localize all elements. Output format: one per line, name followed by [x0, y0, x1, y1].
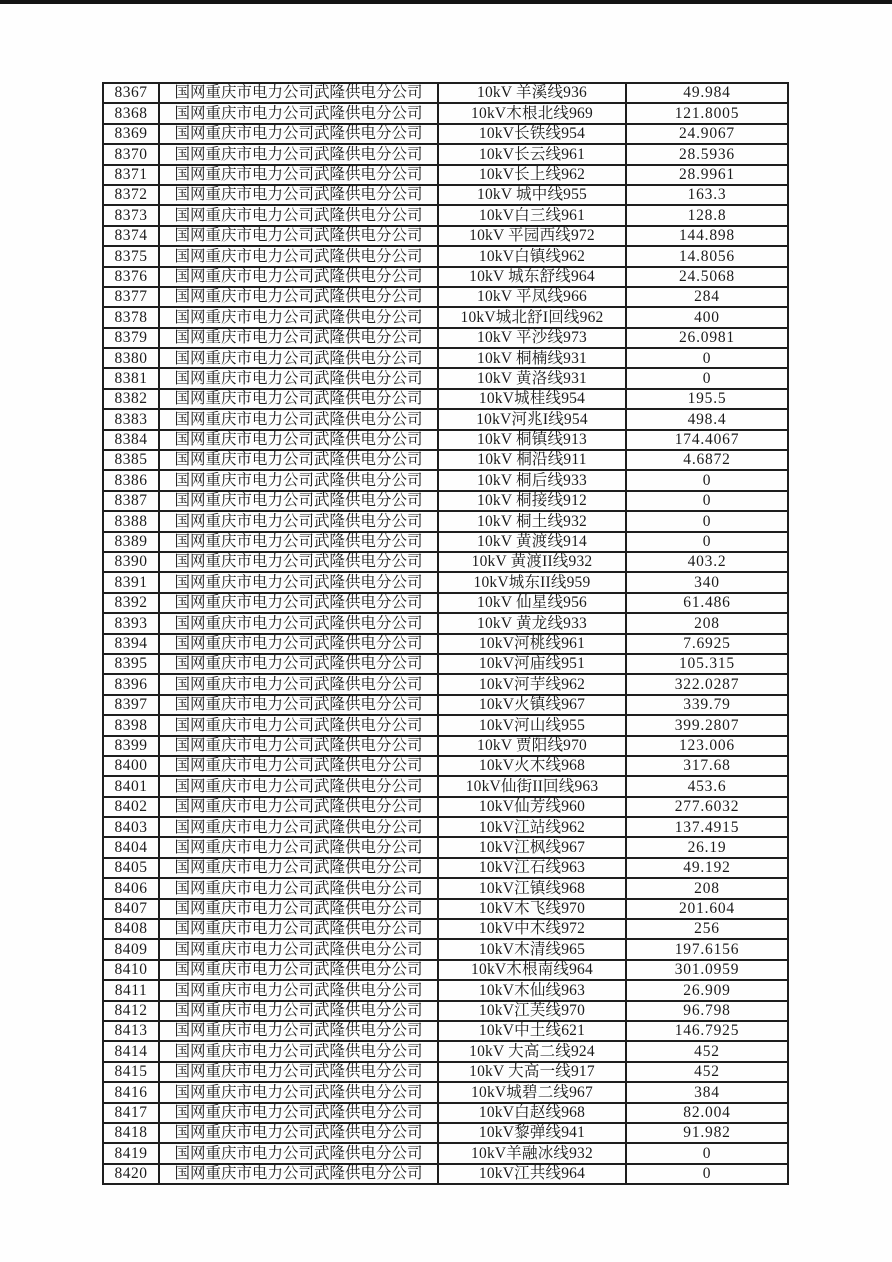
- line-name-cell: 10kV河芋线962: [438, 674, 626, 694]
- company-cell: 国网重庆市电力公司武隆供电分公司: [159, 899, 438, 919]
- line-name-cell: 10kV白赵线968: [438, 1103, 626, 1123]
- line-name-cell: 10kV 平园西线972: [438, 226, 626, 246]
- row-id-cell: 8413: [103, 1021, 159, 1041]
- company-cell: 国网重庆市电力公司武隆供电分公司: [159, 1103, 438, 1123]
- row-id-cell: 8372: [103, 185, 159, 205]
- row-id-cell: 8408: [103, 919, 159, 939]
- table-row: [103, 552, 788, 572]
- value-cell: 195.5: [626, 389, 788, 409]
- table-row: [103, 307, 788, 327]
- row-id-cell: 8415: [103, 1062, 159, 1082]
- table-row: [103, 858, 788, 878]
- value-cell: 24.5068: [626, 267, 788, 287]
- value-cell: 128.8: [626, 205, 788, 225]
- line-name-cell: 10kV中木线972: [438, 919, 626, 939]
- value-cell: 28.9961: [626, 165, 788, 185]
- table-row: [103, 246, 788, 266]
- line-name-cell: 10kV江共线964: [438, 1164, 626, 1184]
- value-cell: 123.006: [626, 736, 788, 756]
- line-name-cell: 10kV 城东舒线964: [438, 267, 626, 287]
- row-id-cell: 8371: [103, 165, 159, 185]
- row-id-cell: 8383: [103, 409, 159, 429]
- line-name-cell: 10kV河山线955: [438, 715, 626, 735]
- value-cell: 144.898: [626, 226, 788, 246]
- row-id-cell: 8398: [103, 715, 159, 735]
- company-cell: 国网重庆市电力公司武隆供电分公司: [159, 1082, 438, 1102]
- company-cell: 国网重庆市电力公司武隆供电分公司: [159, 409, 438, 429]
- company-cell: 国网重庆市电力公司武隆供电分公司: [159, 1001, 438, 1021]
- company-cell: 国网重庆市电力公司武隆供电分公司: [159, 1062, 438, 1082]
- line-name-cell: 10kV仙芳线960: [438, 797, 626, 817]
- row-id-cell: 8370: [103, 144, 159, 164]
- row-id-cell: 8407: [103, 899, 159, 919]
- line-name-cell: 10kV木清线965: [438, 939, 626, 959]
- line-name-cell: 10kV 黄渡II线932: [438, 552, 626, 572]
- line-name-cell: 10kV 贾阳线970: [438, 736, 626, 756]
- line-name-cell: 10kV 大高一线917: [438, 1062, 626, 1082]
- table-row: [103, 368, 788, 388]
- table-row: [103, 409, 788, 429]
- line-name-cell: 10kV江石线963: [438, 858, 626, 878]
- table-row: [103, 899, 788, 919]
- row-id-cell: 8389: [103, 532, 159, 552]
- company-cell: 国网重庆市电力公司武隆供电分公司: [159, 552, 438, 572]
- table-row: [103, 1123, 788, 1143]
- value-cell: 174.4067: [626, 430, 788, 450]
- table-row: [103, 328, 788, 348]
- table-row: [103, 1164, 788, 1184]
- table-row: [103, 144, 788, 164]
- row-id-cell: 8382: [103, 389, 159, 409]
- line-name-cell: 10kV木根南线964: [438, 960, 626, 980]
- value-cell: 0: [626, 470, 788, 490]
- value-cell: 24.9067: [626, 124, 788, 144]
- line-name-cell: 10kV江芙线970: [438, 1001, 626, 1021]
- table-row: [103, 715, 788, 735]
- line-name-cell: 10kV仙街II回线963: [438, 776, 626, 796]
- table-row: [103, 878, 788, 898]
- company-cell: 国网重庆市电力公司武隆供电分公司: [159, 695, 438, 715]
- line-name-cell: 10kV江镇线968: [438, 878, 626, 898]
- table-row: [103, 1143, 788, 1163]
- value-cell: 256: [626, 919, 788, 939]
- row-id-cell: 8410: [103, 960, 159, 980]
- table-row: [103, 593, 788, 613]
- value-cell: 26.19: [626, 837, 788, 857]
- value-cell: 197.6156: [626, 939, 788, 959]
- company-cell: 国网重庆市电力公司武隆供电分公司: [159, 1021, 438, 1041]
- power-line-table: [102, 82, 789, 1185]
- value-cell: 284: [626, 287, 788, 307]
- table-row: [103, 960, 788, 980]
- table-row: [103, 83, 788, 103]
- company-cell: 国网重庆市电力公司武隆供电分公司: [159, 470, 438, 490]
- company-cell: 国网重庆市电力公司武隆供电分公司: [159, 1164, 438, 1184]
- company-cell: 国网重庆市电力公司武隆供电分公司: [159, 939, 438, 959]
- value-cell: 146.7925: [626, 1021, 788, 1041]
- line-name-cell: 10kV城碧二线967: [438, 1082, 626, 1102]
- value-cell: 0: [626, 532, 788, 552]
- table-row: [103, 654, 788, 674]
- line-name-cell: 10kV 仙星线956: [438, 593, 626, 613]
- table-row: [103, 634, 788, 654]
- value-cell: 26.0981: [626, 328, 788, 348]
- value-cell: 322.0287: [626, 674, 788, 694]
- line-name-cell: 10kV城桂线954: [438, 389, 626, 409]
- value-cell: 28.5936: [626, 144, 788, 164]
- company-cell: 国网重庆市电力公司武隆供电分公司: [159, 919, 438, 939]
- line-name-cell: 10kV 大高二线924: [438, 1041, 626, 1061]
- company-cell: 国网重庆市电力公司武隆供电分公司: [159, 593, 438, 613]
- row-id-cell: 8388: [103, 511, 159, 531]
- company-cell: 国网重庆市电力公司武隆供电分公司: [159, 817, 438, 837]
- company-cell: 国网重庆市电力公司武隆供电分公司: [159, 246, 438, 266]
- row-id-cell: 8419: [103, 1143, 159, 1163]
- line-name-cell: 10kV白镇线962: [438, 246, 626, 266]
- row-id-cell: 8375: [103, 246, 159, 266]
- row-id-cell: 8367: [103, 83, 159, 103]
- value-cell: 301.0959: [626, 960, 788, 980]
- table-row: [103, 287, 788, 307]
- company-cell: 国网重庆市电力公司武隆供电分公司: [159, 165, 438, 185]
- value-cell: 82.004: [626, 1103, 788, 1123]
- row-id-cell: 8406: [103, 878, 159, 898]
- line-name-cell: 10kV中土线621: [438, 1021, 626, 1041]
- line-name-cell: 10kV 桐土线932: [438, 511, 626, 531]
- value-cell: 26.909: [626, 980, 788, 1000]
- row-id-cell: 8394: [103, 634, 159, 654]
- company-cell: 国网重庆市电力公司武隆供电分公司: [159, 511, 438, 531]
- company-cell: 国网重庆市电力公司武隆供电分公司: [159, 654, 438, 674]
- company-cell: 国网重庆市电力公司武隆供电分公司: [159, 756, 438, 776]
- value-cell: 137.4915: [626, 817, 788, 837]
- row-id-cell: 8379: [103, 328, 159, 348]
- table-row: [103, 205, 788, 225]
- table-row: [103, 980, 788, 1000]
- line-name-cell: 10kV 平凤线966: [438, 287, 626, 307]
- table-row: [103, 817, 788, 837]
- line-name-cell: 10kV河兆I线954: [438, 409, 626, 429]
- value-cell: 7.6925: [626, 634, 788, 654]
- table-row: [103, 267, 788, 287]
- company-cell: 国网重庆市电力公司武隆供电分公司: [159, 736, 438, 756]
- value-cell: 201.604: [626, 899, 788, 919]
- value-cell: 4.6872: [626, 450, 788, 470]
- company-cell: 国网重庆市电力公司武隆供电分公司: [159, 185, 438, 205]
- company-cell: 国网重庆市电力公司武隆供电分公司: [159, 634, 438, 654]
- line-name-cell: 10kV木飞线970: [438, 899, 626, 919]
- table-row: [103, 756, 788, 776]
- row-id-cell: 8401: [103, 776, 159, 796]
- line-name-cell: 10kV 城中线955: [438, 185, 626, 205]
- value-cell: 49.984: [626, 83, 788, 103]
- company-cell: 国网重庆市电力公司武隆供电分公司: [159, 837, 438, 857]
- company-cell: 国网重庆市电力公司武隆供电分公司: [159, 389, 438, 409]
- row-id-cell: 8392: [103, 593, 159, 613]
- company-cell: 国网重庆市电力公司武隆供电分公司: [159, 858, 438, 878]
- table-row: [103, 695, 788, 715]
- company-cell: 国网重庆市电力公司武隆供电分公司: [159, 450, 438, 470]
- company-cell: 国网重庆市电力公司武隆供电分公司: [159, 328, 438, 348]
- company-cell: 国网重庆市电力公司武隆供电分公司: [159, 368, 438, 388]
- line-name-cell: 10kV 黄洛线931: [438, 368, 626, 388]
- row-id-cell: 8380: [103, 348, 159, 368]
- company-cell: 国网重庆市电力公司武隆供电分公司: [159, 144, 438, 164]
- value-cell: 0: [626, 491, 788, 511]
- line-name-cell: 10kV 平沙线973: [438, 328, 626, 348]
- line-name-cell: 10kV城东II线959: [438, 572, 626, 592]
- value-cell: 317.68: [626, 756, 788, 776]
- row-id-cell: 8391: [103, 572, 159, 592]
- company-cell: 国网重庆市电力公司武隆供电分公司: [159, 674, 438, 694]
- company-cell: 国网重庆市电力公司武隆供电分公司: [159, 205, 438, 225]
- table-row: [103, 1103, 788, 1123]
- company-cell: 国网重庆市电力公司武隆供电分公司: [159, 960, 438, 980]
- value-cell: 340: [626, 572, 788, 592]
- row-id-cell: 8381: [103, 368, 159, 388]
- line-name-cell: 10kV火镇线967: [438, 695, 626, 715]
- company-cell: 国网重庆市电力公司武隆供电分公司: [159, 430, 438, 450]
- value-cell: 339.79: [626, 695, 788, 715]
- row-id-cell: 8374: [103, 226, 159, 246]
- table-row: [103, 776, 788, 796]
- value-cell: 403.2: [626, 552, 788, 572]
- value-cell: 384: [626, 1082, 788, 1102]
- table-row: [103, 511, 788, 531]
- line-name-cell: 10kV羊融冰线932: [438, 1143, 626, 1163]
- row-id-cell: 8404: [103, 837, 159, 857]
- line-name-cell: 10kV 桐后线933: [438, 470, 626, 490]
- row-id-cell: 8390: [103, 552, 159, 572]
- table-row: [103, 430, 788, 450]
- line-name-cell: 10kV火木线968: [438, 756, 626, 776]
- table-row: [103, 1062, 788, 1082]
- line-name-cell: 10kV 桐镇线913: [438, 430, 626, 450]
- value-cell: 0: [626, 1143, 788, 1163]
- line-name-cell: 10kV 黄龙线933: [438, 613, 626, 633]
- company-cell: 国网重庆市电力公司武隆供电分公司: [159, 124, 438, 144]
- value-cell: 121.8005: [626, 103, 788, 123]
- value-cell: 498.4: [626, 409, 788, 429]
- table-body: [103, 83, 788, 1184]
- row-id-cell: 8400: [103, 756, 159, 776]
- row-id-cell: 8386: [103, 470, 159, 490]
- value-cell: 0: [626, 348, 788, 368]
- row-id-cell: 8377: [103, 287, 159, 307]
- row-id-cell: 8411: [103, 980, 159, 1000]
- table-row: [103, 185, 788, 205]
- value-cell: 208: [626, 613, 788, 633]
- table-row: [103, 124, 788, 144]
- table-row: [103, 837, 788, 857]
- company-cell: 国网重庆市电力公司武隆供电分公司: [159, 287, 438, 307]
- table-row: [103, 613, 788, 633]
- company-cell: 国网重庆市电力公司武隆供电分公司: [159, 1143, 438, 1163]
- row-id-cell: 8384: [103, 430, 159, 450]
- line-name-cell: 10kV城北舒I回线962: [438, 307, 626, 327]
- table-row: [103, 572, 788, 592]
- row-id-cell: 8412: [103, 1001, 159, 1021]
- line-name-cell: 10kV河庙线951: [438, 654, 626, 674]
- row-id-cell: 8416: [103, 1082, 159, 1102]
- line-name-cell: 10kV江站线962: [438, 817, 626, 837]
- row-id-cell: 8402: [103, 797, 159, 817]
- row-id-cell: 8395: [103, 654, 159, 674]
- value-cell: 0: [626, 511, 788, 531]
- table-row: [103, 103, 788, 123]
- value-cell: 61.486: [626, 593, 788, 613]
- row-id-cell: 8369: [103, 124, 159, 144]
- company-cell: 国网重庆市电力公司武隆供电分公司: [159, 267, 438, 287]
- value-cell: 453.6: [626, 776, 788, 796]
- table-row: [103, 532, 788, 552]
- row-id-cell: 8405: [103, 858, 159, 878]
- line-name-cell: 10kV 桐沿线911: [438, 450, 626, 470]
- value-cell: 49.192: [626, 858, 788, 878]
- company-cell: 国网重庆市电力公司武隆供电分公司: [159, 83, 438, 103]
- row-id-cell: 8420: [103, 1164, 159, 1184]
- table-row: [103, 1082, 788, 1102]
- value-cell: 208: [626, 878, 788, 898]
- company-cell: 国网重庆市电力公司武隆供电分公司: [159, 572, 438, 592]
- row-id-cell: 8418: [103, 1123, 159, 1143]
- line-name-cell: 10kV 黄渡线914: [438, 532, 626, 552]
- table-row: [103, 797, 788, 817]
- value-cell: 14.8056: [626, 246, 788, 266]
- value-cell: 163.3: [626, 185, 788, 205]
- company-cell: 国网重庆市电力公司武隆供电分公司: [159, 103, 438, 123]
- row-id-cell: 8376: [103, 267, 159, 287]
- row-id-cell: 8385: [103, 450, 159, 470]
- line-name-cell: 10kV木根北线969: [438, 103, 626, 123]
- table-row: [103, 348, 788, 368]
- company-cell: 国网重庆市电力公司武隆供电分公司: [159, 226, 438, 246]
- line-name-cell: 10kV 桐接线912: [438, 491, 626, 511]
- table-row: [103, 736, 788, 756]
- table-row: [103, 165, 788, 185]
- value-cell: 452: [626, 1062, 788, 1082]
- line-name-cell: 10kV长铁线954: [438, 124, 626, 144]
- value-cell: 277.6032: [626, 797, 788, 817]
- row-id-cell: 8368: [103, 103, 159, 123]
- company-cell: 国网重庆市电力公司武隆供电分公司: [159, 348, 438, 368]
- line-name-cell: 10kV木仙线963: [438, 980, 626, 1000]
- line-name-cell: 10kV 羊溪线936: [438, 83, 626, 103]
- table-row: [103, 450, 788, 470]
- value-cell: 91.982: [626, 1123, 788, 1143]
- company-cell: 国网重庆市电力公司武隆供电分公司: [159, 307, 438, 327]
- table-row: [103, 919, 788, 939]
- value-cell: 399.2807: [626, 715, 788, 735]
- line-name-cell: 10kV江枫线967: [438, 837, 626, 857]
- row-id-cell: 8399: [103, 736, 159, 756]
- company-cell: 国网重庆市电力公司武隆供电分公司: [159, 613, 438, 633]
- value-cell: 96.798: [626, 1001, 788, 1021]
- value-cell: 452: [626, 1041, 788, 1061]
- top-border-bar: [0, 0, 892, 4]
- line-name-cell: 10kV长云线961: [438, 144, 626, 164]
- company-cell: 国网重庆市电力公司武隆供电分公司: [159, 980, 438, 1000]
- company-cell: 国网重庆市电力公司武隆供电分公司: [159, 715, 438, 735]
- company-cell: 国网重庆市电力公司武隆供电分公司: [159, 1041, 438, 1061]
- row-id-cell: 8397: [103, 695, 159, 715]
- row-id-cell: 8396: [103, 674, 159, 694]
- row-id-cell: 8387: [103, 491, 159, 511]
- company-cell: 国网重庆市电力公司武隆供电分公司: [159, 1123, 438, 1143]
- table-row: [103, 1001, 788, 1021]
- company-cell: 国网重庆市电力公司武隆供电分公司: [159, 797, 438, 817]
- company-cell: 国网重庆市电力公司武隆供电分公司: [159, 491, 438, 511]
- value-cell: 105.315: [626, 654, 788, 674]
- table-row: [103, 939, 788, 959]
- line-name-cell: 10kV黎弹线941: [438, 1123, 626, 1143]
- value-cell: 400: [626, 307, 788, 327]
- row-id-cell: 8403: [103, 817, 159, 837]
- row-id-cell: 8393: [103, 613, 159, 633]
- table-row: [103, 389, 788, 409]
- row-id-cell: 8409: [103, 939, 159, 959]
- company-cell: 国网重庆市电力公司武隆供电分公司: [159, 776, 438, 796]
- table-row: [103, 226, 788, 246]
- company-cell: 国网重庆市电力公司武隆供电分公司: [159, 878, 438, 898]
- line-name-cell: 10kV河桃线961: [438, 634, 626, 654]
- table-row: [103, 491, 788, 511]
- row-id-cell: 8378: [103, 307, 159, 327]
- table-row: [103, 674, 788, 694]
- row-id-cell: 8373: [103, 205, 159, 225]
- table-row: [103, 470, 788, 490]
- value-cell: 0: [626, 1164, 788, 1184]
- row-id-cell: 8417: [103, 1103, 159, 1123]
- value-cell: 0: [626, 368, 788, 388]
- company-cell: 国网重庆市电力公司武隆供电分公司: [159, 532, 438, 552]
- row-id-cell: 8414: [103, 1041, 159, 1061]
- table-row: [103, 1041, 788, 1061]
- table-row: [103, 1021, 788, 1041]
- line-name-cell: 10kV长上线962: [438, 165, 626, 185]
- line-name-cell: 10kV 桐楠线931: [438, 348, 626, 368]
- line-name-cell: 10kV白三线961: [438, 205, 626, 225]
